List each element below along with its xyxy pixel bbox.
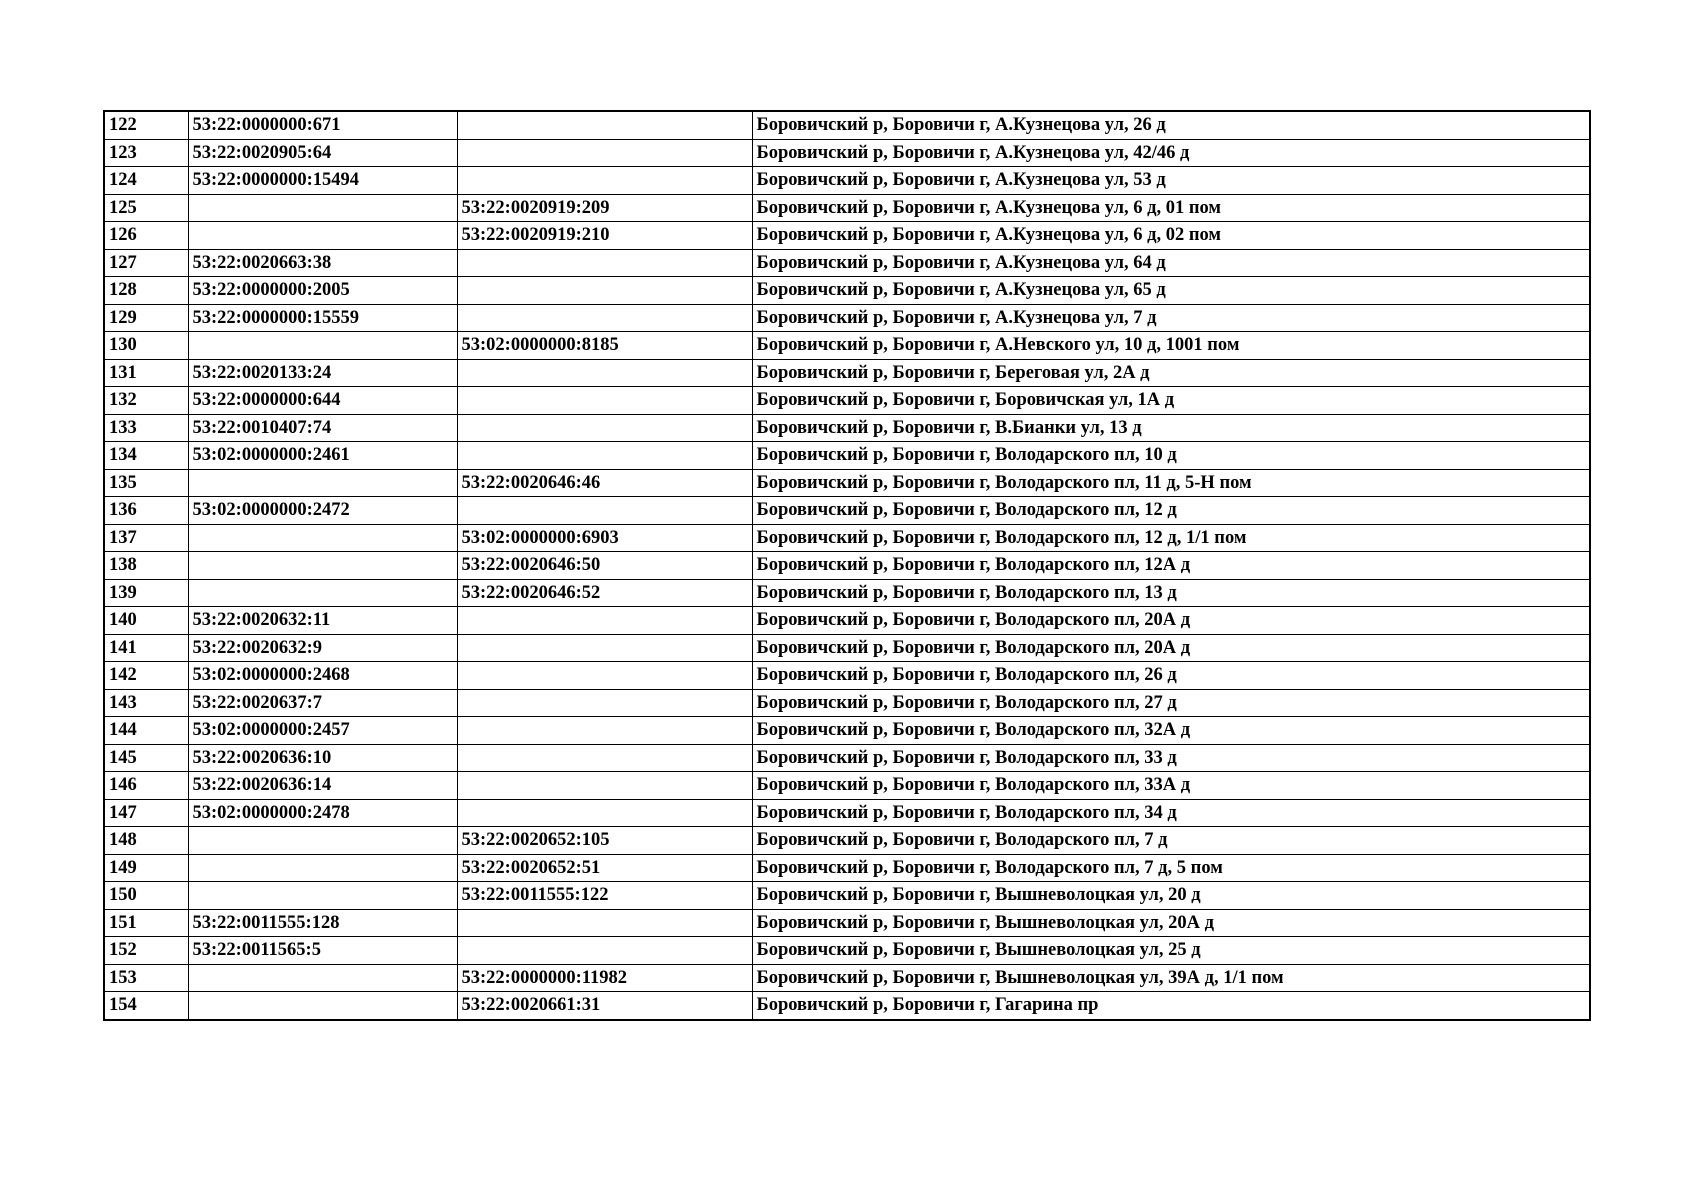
- row-number-cell: 135: [104, 469, 188, 497]
- table-row: [104, 524, 1590, 552]
- row-number-cell: 128: [104, 277, 188, 305]
- premises-cadastral-number-cell: [457, 772, 752, 800]
- row-number-cell: 146: [104, 772, 188, 800]
- premises-cadastral-number-cell: [457, 359, 752, 387]
- row-number-cell: 131: [104, 359, 188, 387]
- row-number-cell: 123: [104, 139, 188, 167]
- address-cell: Боровичский р, Боровичи г, Боровичская ул, 1А д: [752, 387, 1590, 415]
- address-cell: Боровичский р, Боровичи г, Володарского пл, 12 д, 1/1 пом: [752, 524, 1590, 552]
- row-number-cell: 133: [104, 414, 188, 442]
- row-number-cell: 142: [104, 662, 188, 690]
- table-row: [104, 222, 1590, 250]
- table-row: [104, 662, 1590, 690]
- row-number-cell: 152: [104, 937, 188, 965]
- cadastral-number-cell: 53:22:0020636:14: [188, 772, 457, 800]
- premises-cadastral-number-cell: [457, 634, 752, 662]
- row-number-cell: 127: [104, 249, 188, 277]
- table-row: [104, 442, 1590, 470]
- row-number-cell: 134: [104, 442, 188, 470]
- address-cell: Боровичский р, Боровичи г, А.Кузнецова ул, 7 д: [752, 304, 1590, 332]
- address-cell: Боровичский р, Боровичи г, Володарского пл, 27 д: [752, 689, 1590, 717]
- row-number-cell: 153: [104, 964, 188, 992]
- premises-cadastral-number-cell: 53:22:0020646:52: [457, 579, 752, 607]
- table-row: [104, 332, 1590, 360]
- row-number-cell: 132: [104, 387, 188, 415]
- premises-cadastral-number-cell: [457, 937, 752, 965]
- premises-cadastral-number-cell: [457, 139, 752, 167]
- address-cell: Боровичский р, Боровичи г, Володарского пл, 12 д: [752, 497, 1590, 525]
- address-cell: Боровичский р, Боровичи г, А.Кузнецова ул, 42/46 д: [752, 139, 1590, 167]
- row-number-cell: 149: [104, 854, 188, 882]
- premises-cadastral-number-cell: 53:22:0011555:122: [457, 882, 752, 910]
- premises-cadastral-number-cell: [457, 607, 752, 635]
- row-number-cell: 150: [104, 882, 188, 910]
- table-row: [104, 772, 1590, 800]
- row-number-cell: 122: [104, 111, 188, 139]
- cadastral-number-cell: 53:02:0000000:2461: [188, 442, 457, 470]
- cadastral-number-cell: [188, 552, 457, 580]
- table-row: [104, 634, 1590, 662]
- table-row: [104, 909, 1590, 937]
- address-cell: Боровичский р, Боровичи г, Володарского пл, 7 д, 5 пом: [752, 854, 1590, 882]
- address-cell: Боровичский р, Боровичи г, Гагарина пр: [752, 992, 1590, 1020]
- cadastral-number-cell: 53:22:0010407:74: [188, 414, 457, 442]
- table-row: [104, 277, 1590, 305]
- cadastral-number-cell: 53:22:0020133:24: [188, 359, 457, 387]
- row-number-cell: 125: [104, 194, 188, 222]
- premises-cadastral-number-cell: [457, 662, 752, 690]
- address-cell: Боровичский р, Боровичи г, Володарского пл, 20А д: [752, 607, 1590, 635]
- address-cell: Боровичский р, Боровичи г, А.Кузнецова ул, 65 д: [752, 277, 1590, 305]
- cadastral-number-cell: 53:22:0020632:9: [188, 634, 457, 662]
- table-row: [104, 167, 1590, 195]
- premises-cadastral-number-cell: 53:22:0020652:105: [457, 827, 752, 855]
- address-cell: Боровичский р, Боровичи г, Володарского пл, 13 д: [752, 579, 1590, 607]
- row-number-cell: 147: [104, 799, 188, 827]
- premises-cadastral-number-cell: [457, 799, 752, 827]
- table-row: [104, 827, 1590, 855]
- row-number-cell: 129: [104, 304, 188, 332]
- cadastral-number-cell: 53:22:0000000:2005: [188, 277, 457, 305]
- premises-cadastral-number-cell: [457, 167, 752, 195]
- cadastral-number-cell: [188, 469, 457, 497]
- address-cell: Боровичский р, Боровичи г, А.Невского ул, 10 д, 1001 пом: [752, 332, 1590, 360]
- table-row: [104, 854, 1590, 882]
- table-row: [104, 964, 1590, 992]
- table-row: [104, 937, 1590, 965]
- address-cell: Боровичский р, Боровичи г, А.Кузнецова ул, 6 д, 02 пом: [752, 222, 1590, 250]
- address-cell: Боровичский р, Боровичи г, Володарского пл, 33 д: [752, 744, 1590, 772]
- address-cell: Боровичский р, Боровичи г, Вышневолоцкая ул, 20А д: [752, 909, 1590, 937]
- row-number-cell: 126: [104, 222, 188, 250]
- address-cell: Боровичский р, Боровичи г, Володарского пл, 33А д: [752, 772, 1590, 800]
- row-number-cell: 137: [104, 524, 188, 552]
- cadastral-number-cell: 53:02:0000000:2478: [188, 799, 457, 827]
- table-row: [104, 194, 1590, 222]
- premises-cadastral-number-cell: [457, 304, 752, 332]
- address-cell: Боровичский р, Боровичи г, Володарского пл, 34 д: [752, 799, 1590, 827]
- premises-cadastral-number-cell: [457, 744, 752, 772]
- table-row: [104, 497, 1590, 525]
- premises-cadastral-number-cell: [457, 909, 752, 937]
- row-number-cell: 124: [104, 167, 188, 195]
- table-row: [104, 139, 1590, 167]
- cadastral-number-cell: 53:02:0000000:2472: [188, 497, 457, 525]
- premises-cadastral-number-cell: [457, 277, 752, 305]
- premises-cadastral-number-cell: [457, 414, 752, 442]
- cadastral-number-cell: 53:22:0020636:10: [188, 744, 457, 772]
- premises-cadastral-number-cell: 53:02:0000000:6903: [457, 524, 752, 552]
- premises-cadastral-number-cell: 53:22:0000000:11982: [457, 964, 752, 992]
- table-row: [104, 249, 1590, 277]
- premises-cadastral-number-cell: 53:22:0020646:50: [457, 552, 752, 580]
- cadastral-number-cell: 53:22:0020632:11: [188, 607, 457, 635]
- row-number-cell: 141: [104, 634, 188, 662]
- row-number-cell: 151: [104, 909, 188, 937]
- cadastral-number-cell: 53:22:0020905:64: [188, 139, 457, 167]
- address-cell: Боровичский р, Боровичи г, А.Кузнецова ул, 64 д: [752, 249, 1590, 277]
- row-number-cell: 148: [104, 827, 188, 855]
- cadastral-number-cell: [188, 882, 457, 910]
- row-number-cell: 140: [104, 607, 188, 635]
- cadastral-number-cell: 53:22:0000000:671: [188, 111, 457, 139]
- cadastral-number-cell: [188, 827, 457, 855]
- address-cell: Боровичский р, Боровичи г, Вышневолоцкая ул, 25 д: [752, 937, 1590, 965]
- premises-cadastral-number-cell: 53:22:0020646:46: [457, 469, 752, 497]
- premises-cadastral-number-cell: 53:22:0020919:210: [457, 222, 752, 250]
- row-number-cell: 145: [104, 744, 188, 772]
- table-row: [104, 882, 1590, 910]
- premises-cadastral-number-cell: [457, 717, 752, 745]
- address-cell: Боровичский р, Боровичи г, Володарского пл, 32А д: [752, 717, 1590, 745]
- premises-cadastral-number-cell: [457, 497, 752, 525]
- address-cell: Боровичский р, Боровичи г, Володарского пл, 26 д: [752, 662, 1590, 690]
- address-cell: Боровичский р, Боровичи г, Береговая ул, 2А д: [752, 359, 1590, 387]
- address-cell: Боровичский р, Боровичи г, В.Бианки ул, 13 д: [752, 414, 1590, 442]
- row-number-cell: 136: [104, 497, 188, 525]
- address-cell: Боровичский р, Боровичи г, Вышневолоцкая ул, 39А д, 1/1 пом: [752, 964, 1590, 992]
- premises-cadastral-number-cell: 53:22:0020652:51: [457, 854, 752, 882]
- table-row: [104, 992, 1590, 1020]
- premises-cadastral-number-cell: 53:02:0000000:8185: [457, 332, 752, 360]
- address-cell: Боровичский р, Боровичи г, Володарского пл, 7 д: [752, 827, 1590, 855]
- table-row: [104, 552, 1590, 580]
- address-cell: Боровичский р, Боровичи г, А.Кузнецова ул, 6 д, 01 пом: [752, 194, 1590, 222]
- address-cell: Боровичский р, Боровичи г, Володарского пл, 12А д: [752, 552, 1590, 580]
- premises-cadastral-number-cell: [457, 111, 752, 139]
- cadastral-number-cell: 53:22:0011565:5: [188, 937, 457, 965]
- table-row: [104, 744, 1590, 772]
- row-number-cell: 138: [104, 552, 188, 580]
- cadastral-number-cell: 53:22:0000000:644: [188, 387, 457, 415]
- address-cell: Боровичский р, Боровичи г, Володарского пл, 20А д: [752, 634, 1590, 662]
- premises-cadastral-number-cell: [457, 249, 752, 277]
- table-row: [104, 387, 1590, 415]
- table-row: [104, 579, 1590, 607]
- cadastral-number-cell: 53:22:0020663:38: [188, 249, 457, 277]
- premises-cadastral-number-cell: [457, 387, 752, 415]
- row-number-cell: 139: [104, 579, 188, 607]
- row-number-cell: 144: [104, 717, 188, 745]
- cadastral-number-cell: 53:22:0020637:7: [188, 689, 457, 717]
- cadastral-number-cell: 53:22:0011555:128: [188, 909, 457, 937]
- cadastral-number-cell: [188, 194, 457, 222]
- cadastral-number-cell: [188, 332, 457, 360]
- premises-cadastral-number-cell: 53:22:0020661:31: [457, 992, 752, 1020]
- address-cell: Боровичский р, Боровичи г, Володарского пл, 10 д: [752, 442, 1590, 470]
- cadastral-number-cell: 53:02:0000000:2457: [188, 717, 457, 745]
- table-row: [104, 359, 1590, 387]
- cadastral-number-cell: [188, 854, 457, 882]
- table-body: [104, 111, 1590, 1020]
- table-row: [104, 689, 1590, 717]
- address-cell: Боровичский р, Боровичи г, А.Кузнецова ул, 26 д: [752, 111, 1590, 139]
- table-row: [104, 607, 1590, 635]
- table-row: [104, 799, 1590, 827]
- row-number-cell: 154: [104, 992, 188, 1020]
- row-number-cell: 143: [104, 689, 188, 717]
- cadastral-number-cell: [188, 992, 457, 1020]
- table-row: [104, 469, 1590, 497]
- address-cell: Боровичский р, Боровичи г, Володарского пл, 11 д, 5-Н пом: [752, 469, 1590, 497]
- table-row: [104, 414, 1590, 442]
- table-row: [104, 717, 1590, 745]
- premises-cadastral-number-cell: 53:22:0020919:209: [457, 194, 752, 222]
- cadastral-number-cell: 53:02:0000000:2468: [188, 662, 457, 690]
- address-registry-table: [103, 110, 1591, 1021]
- cadastral-number-cell: 53:22:0000000:15494: [188, 167, 457, 195]
- address-cell: Боровичский р, Боровичи г, Вышневолоцкая ул, 20 д: [752, 882, 1590, 910]
- cadastral-number-cell: [188, 579, 457, 607]
- cadastral-number-cell: [188, 524, 457, 552]
- premises-cadastral-number-cell: [457, 689, 752, 717]
- premises-cadastral-number-cell: [457, 442, 752, 470]
- cadastral-number-cell: 53:22:0000000:15559: [188, 304, 457, 332]
- row-number-cell: 130: [104, 332, 188, 360]
- cadastral-number-cell: [188, 964, 457, 992]
- table-row: [104, 304, 1590, 332]
- table-row: [104, 111, 1590, 139]
- cadastral-number-cell: [188, 222, 457, 250]
- address-cell: Боровичский р, Боровичи г, А.Кузнецова ул, 53 д: [752, 167, 1590, 195]
